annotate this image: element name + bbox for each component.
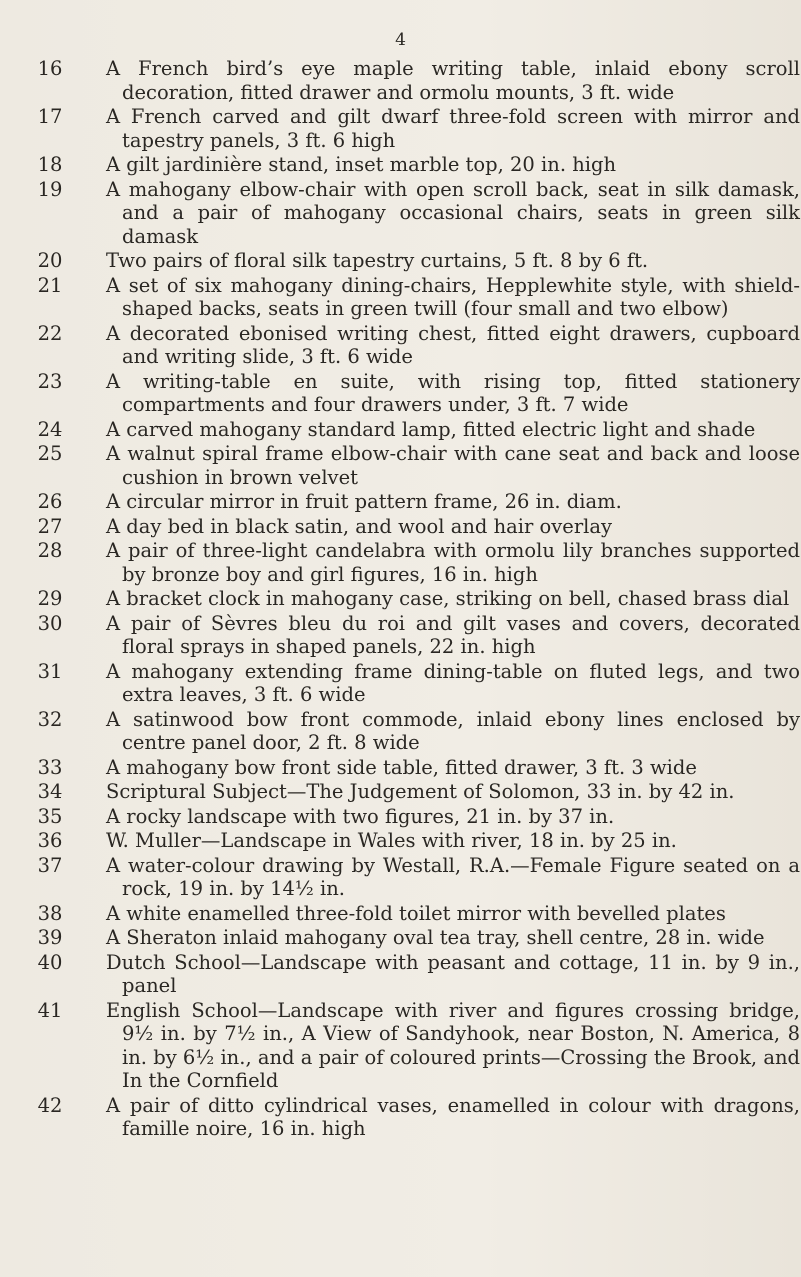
lot-entry [0,756,801,780]
lot-entry [0,805,801,829]
lot-number: 32 [37,707,63,731]
lot-number: 33 [37,755,63,779]
lot-description: W. Muller—Landscape in Wales with river, 18 in. by 25 in. [106,829,677,852]
lot-number: 18 [37,153,63,176]
lot-description: Dutch School—Landscape with peasant and cottage, 11 in. by 9 in., panel [106,950,800,997]
lot-number: 24 [37,417,63,441]
lot-number: 40 [37,950,63,974]
lot-number: 17 [37,105,63,128]
lot-number: 25 [37,442,63,465]
lot-entry [0,274,801,321]
lot-entry [0,1094,801,1141]
lot-number: 35 [37,804,63,828]
lot-number: 29 [37,587,63,610]
lot-description: A writing-table en suite, with rising top, fitted stationery compartments and four drawers under, 3 ft. 7 wide [106,369,800,416]
lot-description: A mahogany elbow-chair with open scroll back, seat in silk damask, and a pair of mahogany occasional chairs, seats in green silk damask [106,177,800,248]
lot-description: A water-colour drawing by Westall, R.A.—Female Figure seated on a rock, 19 in. by 14½ in. [106,853,800,900]
lot-description: A carved mahogany standard lamp, fitted electric light and shade [106,417,756,441]
lot-number: 42 [37,1093,63,1117]
lot-entry [0,539,801,586]
lot-entry [0,515,801,539]
lot-description: A mahogany extending frame dining-table on fluted legs, and two extra leaves, 3 ft. 6 wide [106,659,800,706]
lot-number: 41 [37,998,63,1022]
lot-entry [0,105,801,152]
lot-number: 16 [37,57,63,80]
lot-entry [0,926,801,950]
lot-description: A walnut spiral frame elbow-chair with cane seat and back and loose cushion in brown velvet [106,442,800,489]
lot-number: 23 [37,369,63,393]
page-number: 4 [395,30,406,50]
lot-description: A French carved and gilt dwarf three-fold screen with mirror and tapestry panels, 3 ft. 6 high [106,105,800,152]
lot-description: English School—Landscape with river and figures crossing bridge, 9½ in. by 7½ in., A View of Sandyhook, near Boston, N. America, 8 in. by 6½ in., and a pair of coloured prints—Crossing the Brook, and In the Cornfield [106,998,800,1092]
lot-number: 28 [37,539,63,562]
lot-description: A pair of ditto cylindrical vases, enamelled in colour with dragons, famille noire, 16 in. high [106,1093,800,1140]
lot-description: A circular mirror in fruit pattern frame, 26 in. diam. [106,490,622,513]
lot-description: Scriptural Subject—The Judgement of Solomon, 33 in. by 42 in. [106,780,735,803]
lot-description: A pair of three-light candelabra with ormolu lily branches supported by bronze boy and girl figures, 16 in. high [106,539,800,586]
lot-entry [0,57,801,104]
lot-description: A mahogany bow front side table, fitted drawer, 3 ft. 3 wide [106,755,697,779]
lot-number: 37 [37,853,63,877]
lot-entry [0,418,801,442]
lot-description: A day bed in black satin, and wool and hair overlay [106,514,613,538]
lot-description: A bracket clock in mahogany case, striking on bell, chased brass dial [106,587,790,610]
lot-description: A Sheraton inlaid mahogany oval tea tray, shell centre, 28 in. wide [106,926,765,949]
lot-entry [0,780,801,804]
lot-number: 22 [37,321,63,345]
lot-entry [0,999,801,1093]
lot-number: 20 [37,249,63,272]
lot-entry [0,708,801,755]
lot-entry [0,442,801,489]
lot-number: 26 [37,490,63,513]
lot-description: A white enamelled three-fold toilet mirror with bevelled plates [106,901,726,925]
lot-description: A French bird’s eye maple writing table, inlaid ebony scroll decoration, fitted drawer and ormolu mounts, 3 ft. wide [106,57,800,104]
lot-entry [0,902,801,926]
lot-description: A satinwood bow front commode, inlaid ebony lines enclosed by centre panel door, 2 ft. 8 wide [106,707,800,754]
lot-description: A rocky landscape with two figures, 21 in. by 37 in. [106,804,615,828]
lot-list [0,57,801,1142]
lot-description: A pair of Sèvres bleu du roi and gilt vases and covers, decorated floral sprays in shaped panels, 22 in. high [106,611,800,658]
lot-number: 27 [37,514,63,538]
lot-number: 36 [37,829,63,852]
lot-entry [0,322,801,369]
lot-number: 39 [37,926,63,949]
lot-entry [0,490,801,514]
lot-entry [0,587,801,611]
lot-number: 31 [37,659,63,683]
lot-number: 34 [37,780,63,803]
lot-number: 30 [37,611,63,635]
lot-entry [0,951,801,998]
lot-number: 19 [37,177,63,201]
lot-entry [0,153,801,177]
lot-number: 21 [37,273,63,297]
lot-description: A set of six mahogany dining-chairs, Hepplewhite style, with shield-shaped backs, seats in green twill (four small and two elbow) [106,273,800,320]
lot-entry [0,854,801,901]
lot-entry [0,612,801,659]
lot-description: A decorated ebonised writing chest, fitted eight drawers, cupboard and writing slide, 3 ft. 6 wide [106,321,800,368]
lot-entry [0,178,801,249]
lot-entry [0,370,801,417]
lot-entry [0,660,801,707]
lot-number: 38 [37,901,63,925]
lot-entry [0,829,801,853]
lot-entry [0,249,801,273]
lot-description: A gilt jardinière stand, inset marble top, 20 in. high [106,153,617,176]
lot-description: Two pairs of floral silk tapestry curtains, 5 ft. 8 by 6 ft. [106,249,649,272]
